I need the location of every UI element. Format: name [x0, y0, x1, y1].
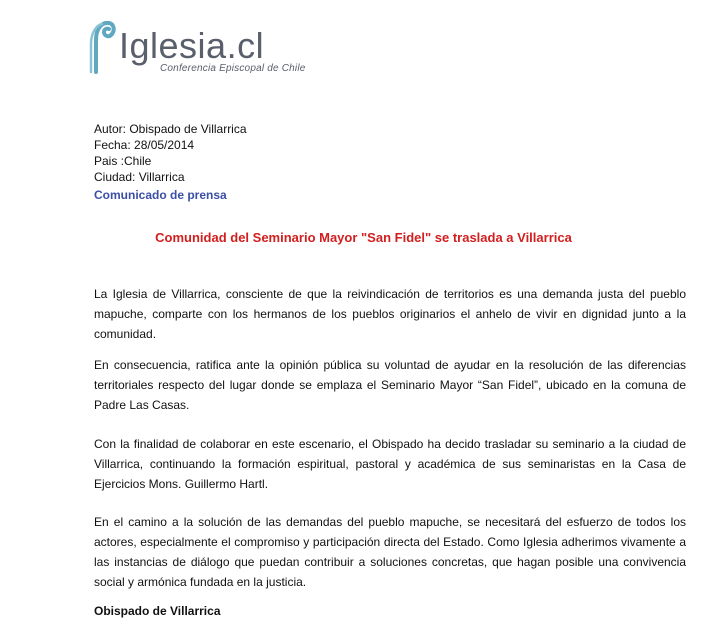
paragraph-1: La Iglesia de Villarrica, consciente de que la reivindicación de territorios es una demanda justa del pueblo mapuche, comparte con los hermanos de los pueblos originarios el anhelo de vivir en dignidad junto a la comunidad.: [94, 287, 686, 341]
meta-author: Autor: Obispado de Villarrica: [94, 122, 247, 136]
meta-date: Fecha: 28/05/2014: [94, 138, 195, 152]
paragraph-4: En el camino a la solución de las demandas del pueblo mapuche, se necesitará del esfuerzo de todos los actores, especialmente el compromiso y participación directa del Estado. Como Iglesia adherimos vivamente a las instancias de diálogo que puedan contribuir a soluciones concretas, que hagan posible una convivencia social y armónica fundada en la justicia.: [94, 515, 686, 589]
paragraph-3: Con la finalidad de colaborar en este escenario, el Obispado ha decido trasladar su seminario a la ciudad de Villarrica, continuando la formación espiritual, pastoral y académica de sus seminaristas en la Casa de Ejercicios Mons. Guillermo Hartl.: [94, 437, 686, 491]
paragraph-2: En consecuencia, ratifica ante la opinión pública su voluntad de ayudar en la resolución de las diferencias territoriales respecto del lugar donde se emplaza el Seminario Mayor “San Fidel”, ubicado en la comuna de Padre Las Casas.: [94, 358, 686, 412]
meta-city: Ciudad: Villarrica: [94, 170, 185, 184]
iglesia-logo: [88, 18, 348, 76]
logo-wordmark: Iglesia.cl: [119, 25, 265, 66]
meta-country: Pais :Chile: [94, 154, 152, 168]
logo-subtitle: Conferencia Episcopal de Chile: [160, 63, 306, 74]
article-title: Comunidad del Seminario Mayor "San Fidel" se traslada a Villarrica: [155, 230, 572, 245]
press-release-label: Comunicado de prensa: [94, 188, 227, 202]
signature: Obispado de Villarrica: [94, 604, 221, 618]
document-metadata: [94, 121, 247, 185]
crozier-icon: [88, 20, 116, 74]
